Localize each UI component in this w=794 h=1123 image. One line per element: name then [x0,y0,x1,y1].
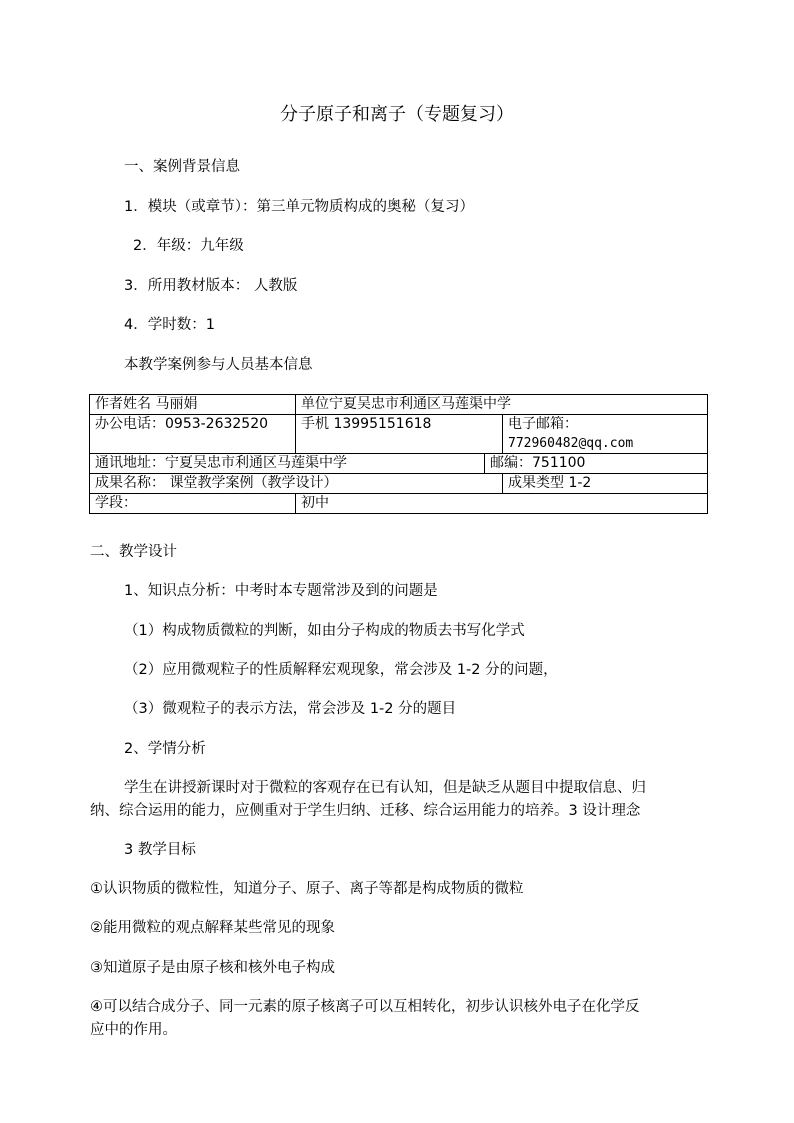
address-cell: 通讯地址：宁夏吴忠市利通区马莲渠中学 [90,454,485,474]
office-phone-cell: 办公电话：0953-2632520 [90,415,296,454]
participant-info-table [89,394,708,514]
goal-3: ③知道原子是由原子核和核外电子构成 [90,960,335,976]
stage-value-cell: 初中 [296,494,708,514]
page-title: 分子原子和离子（专题复习） [280,104,514,125]
section-heading-background: 一、案例背景信息 [124,159,240,175]
email-value: 772960482@qq.com [508,436,634,451]
postcode-cell: 邮编：751100 [485,454,708,474]
background-item-grade: 2．年级：九年级 [133,238,244,254]
background-item-textbook: 3．所用教材版本： 人教版 [124,278,298,294]
table-row [90,415,708,454]
learner-analysis-line-1: 学生在讲授新课时对于微粒的客观存在已有认知，但是缺乏从题目中提取信息、归 [124,780,646,796]
table-row [90,474,708,494]
goal-1: ①认识物质的微粒性，知道分子、原子、离子等都是构成物质的微粒 [90,881,524,897]
table-row [90,454,708,474]
participants-heading: 本教学案例参与人员基本信息 [124,357,313,373]
knowledge-point-1: （1）构成物质微粒的判断，如由分子构成的物质去书写化学式 [124,623,525,639]
goal-4-line-1: ④可以结合成分子、同一元素的原子核离子可以互相转化，初步认识核外电子在化学反 [90,999,640,1015]
table-row [90,494,708,514]
background-item-hours: 4．学时数：1 [124,317,215,333]
learner-analysis-line-2: 纳、综合运用的能力，应侧重对于学生归纳、迁移、综合运用能力的培养。3 设计理念 [90,803,641,819]
knowledge-point-3: （3）微观粒子的表示方法，常会涉及 1-2 分的题目 [124,701,457,717]
achievement-name-cell: 成果名称： 课堂教学案例（教学设计） [90,474,503,494]
knowledge-analysis-heading: 1、知识点分析：中考时本专题常涉及到的问题是 [124,583,438,599]
mobile-cell: 手机 13995151618 [296,415,503,454]
email-cell [503,415,708,454]
learner-analysis-heading: 2、学情分析 [124,741,206,757]
achievement-type-cell: 成果类型 1-2 [503,474,708,494]
teaching-goals-heading: 3 教学目标 [124,842,196,858]
background-item-module: 1．模块（或章节）：第三单元物质构成的奥秘（复习） [124,199,474,215]
section-heading-design: 二、教学设计 [90,544,177,560]
unit-cell: 单位宁夏吴忠市利通区马莲渠中学 [296,395,708,415]
knowledge-point-2: （2）应用微观粒子的性质解释宏观现象，常会涉及 1-2 分的问题， [124,662,558,678]
stage-label-cell: 学段： [90,494,296,514]
author-cell: 作者姓名 马丽娟 [90,395,296,415]
goal-4-line-2: 应中的作用。 [90,1022,177,1038]
goal-2: ②能用微粒的观点解释某些常见的现象 [90,920,335,936]
table-row [90,395,708,415]
email-label: 电子邮箱： [508,416,578,432]
